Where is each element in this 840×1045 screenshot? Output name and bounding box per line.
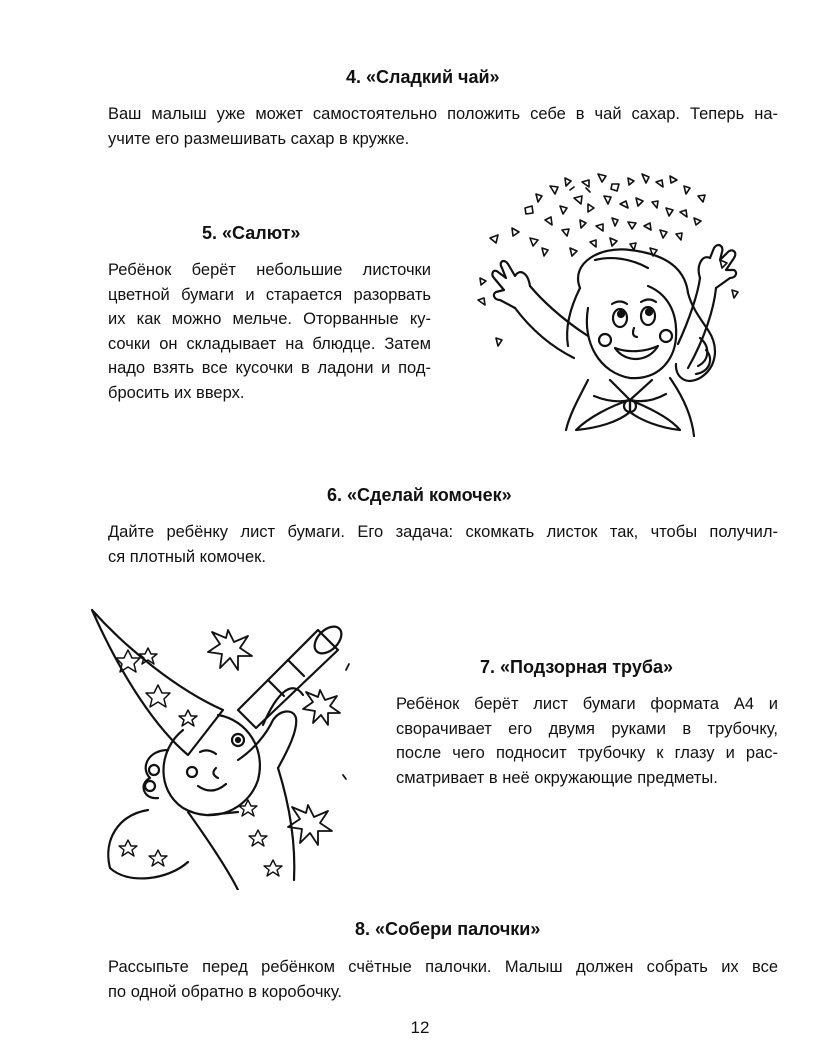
page-number: 12 bbox=[410, 1018, 430, 1037]
confetti-icon bbox=[478, 174, 738, 346]
section-5-text bbox=[108, 258, 431, 405]
section-4-text bbox=[108, 102, 778, 151]
section-8-text bbox=[108, 955, 778, 1004]
text-line: Ребёнок берёт лист бумаги формата А4 и bbox=[396, 695, 778, 713]
text-line: Ребёнок берёт небольшие листочки bbox=[108, 261, 431, 279]
text-line: надо взять все кусочки в ладони и под- bbox=[108, 359, 431, 377]
text-line: учите его размешивать сахар в кружке. bbox=[108, 129, 410, 148]
text-line: цветной бумаги и старается разорвать bbox=[108, 285, 431, 304]
text-line: ся плотный комочек. bbox=[108, 547, 266, 566]
text-line: сворачивает его двумя руками в трубочку, bbox=[396, 719, 778, 738]
text-line: их как можно мельче. Оторванные ку- bbox=[108, 310, 431, 328]
text-line: бросить их вверх. bbox=[108, 383, 245, 402]
section-6-title: 6. «Сделай комочек» bbox=[327, 485, 512, 505]
text-line: по одной обратно в коробочку. bbox=[108, 982, 343, 1001]
text-line: сматривает в неё окружающие предметы. bbox=[396, 768, 718, 787]
section-6-text bbox=[108, 520, 778, 569]
section-4-title: 4. «Сладкий чай» bbox=[346, 67, 500, 87]
section-7-text bbox=[396, 692, 778, 790]
star-icon bbox=[116, 648, 197, 726]
girl-throwing-confetti-illustration bbox=[470, 168, 760, 440]
section-5-title: 5. «Салют» bbox=[202, 223, 301, 243]
boy-wizard-with-telescope-illustration bbox=[88, 600, 378, 890]
section-7-title: 7. «Подзорная труба» bbox=[480, 657, 673, 677]
text-line: Рассыпьте перед ребёнком счётные палочки. Малыш должен собрать их все bbox=[108, 958, 778, 976]
text-line: сочки он складывает на блюдце. Затем bbox=[108, 334, 431, 353]
text-line: Дайте ребёнку лист бумаги. Его задача: скомкать листок так, чтобы получил- bbox=[108, 523, 778, 541]
text-line: после чего подносит трубочку к глазу и рас- bbox=[396, 744, 778, 762]
text-line: Ваш малыш уже может самостоятельно положить себе в чай сахар. Теперь на- bbox=[108, 105, 778, 123]
section-8-title: 8. «Собери палочки» bbox=[355, 919, 541, 939]
